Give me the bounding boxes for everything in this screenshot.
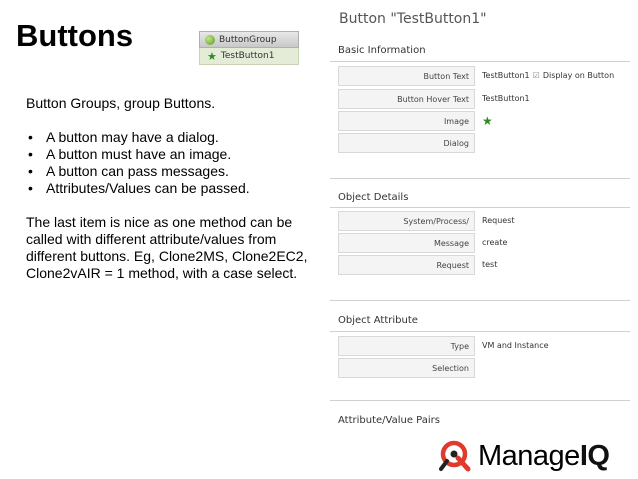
detail-row-request: [338, 255, 497, 275]
slide-description: [26, 95, 316, 282]
bullet-list: [26, 129, 316, 197]
bullet-item: • A button must have an image.: [26, 146, 316, 163]
field-value: VM and Instance: [482, 341, 549, 350]
section-title-attribute-value-pairs: Attribute/Value Pairs: [338, 415, 440, 426]
bullet-item: • Attributes/Values can be passed.: [26, 180, 316, 197]
divider: [330, 400, 630, 401]
field-label: Message: [338, 233, 475, 253]
checkmark-icon: ☑: [532, 71, 540, 80]
field-label: Image: [338, 111, 475, 131]
logo-wordmark: [478, 440, 609, 473]
field-value: create: [482, 238, 508, 247]
detail-row-type: [338, 336, 549, 356]
button-tree: [199, 31, 299, 65]
field-label: Dialog: [338, 133, 475, 153]
star-icon: ★: [207, 49, 217, 63]
field-label: Request: [338, 255, 475, 275]
field-value: test: [482, 260, 498, 269]
panel-title: Button "TestButton1": [339, 11, 487, 27]
divider: [330, 61, 630, 62]
divider: [330, 207, 630, 208]
tree-item-buttongroup[interactable]: [199, 31, 299, 48]
green-circle-icon: [205, 35, 215, 45]
divider: [330, 300, 630, 301]
bullet-item: • A button can pass messages.: [26, 163, 316, 180]
field-label: Type: [338, 336, 475, 356]
logo-word: Manage: [478, 439, 580, 472]
manageiq-logo: [438, 437, 633, 475]
field-label: Button Text: [338, 66, 475, 86]
description-paragraph: The last item is nice as one method can be called with different attribute/values from different buttons. Eg, Clone2MS, Clone2EC2, Clone2vAIR = 1 method, with a case select.: [26, 214, 308, 281]
field-value: [475, 66, 614, 86]
checkbox-label: Display on Button: [542, 71, 615, 80]
manageiq-logo-icon: [438, 439, 472, 473]
description-intro: Button Groups, group Buttons.: [26, 95, 216, 111]
tree-item-label: TestButton1: [220, 51, 275, 61]
field-label: Button Hover Text: [338, 89, 475, 109]
slide-title: Buttons: [16, 18, 134, 53]
detail-row-system-process: [338, 211, 515, 231]
section-title-object-details: Object Details: [338, 192, 409, 203]
field-label: System/Process/: [338, 211, 475, 231]
field-value: TestButton1: [482, 94, 530, 103]
detail-row-button-hover-text: [338, 89, 530, 109]
detail-row-message: [338, 233, 507, 253]
section-title-object-attribute: Object Attribute: [338, 315, 418, 326]
detail-row-selection: [338, 358, 482, 378]
field-value-text: TestButton1: [482, 71, 530, 80]
button-details-panel: [330, 0, 638, 479]
field-value: [475, 358, 482, 378]
detail-row-dialog: [338, 133, 482, 153]
section-title-basic-information: Basic Information: [338, 45, 426, 56]
logo-suffix: IQ: [579, 439, 610, 472]
divider: [330, 331, 630, 332]
bullet-item: • A button may have a dialog.: [26, 129, 316, 146]
field-value: Request: [482, 216, 515, 225]
tree-item-label: ButtonGroup: [219, 34, 277, 45]
star-icon: ★: [482, 114, 493, 128]
field-value: [475, 133, 482, 153]
divider: [330, 178, 630, 179]
field-value: [475, 111, 493, 131]
field-label: Selection: [338, 358, 475, 378]
tree-item-testbutton1[interactable]: [199, 48, 299, 65]
detail-row-button-text: [338, 66, 614, 86]
detail-row-image: [338, 111, 493, 131]
